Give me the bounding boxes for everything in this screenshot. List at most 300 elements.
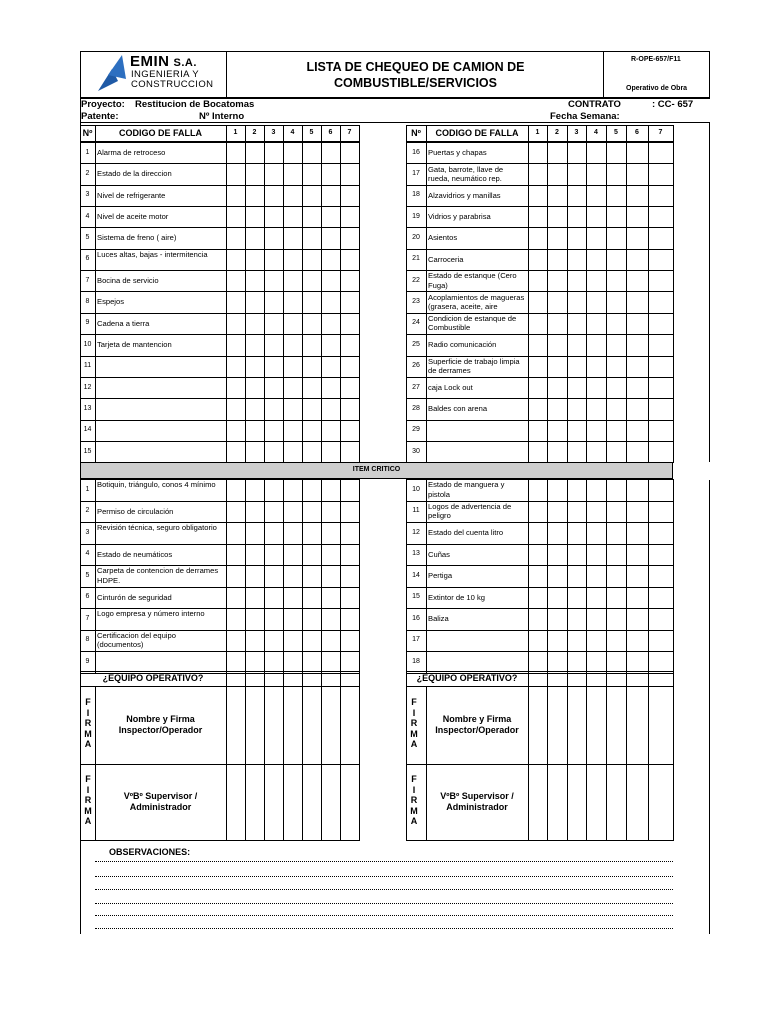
left-operative-cell[interactable]	[303, 672, 321, 686]
right-check-cell[interactable]	[548, 378, 567, 398]
critical-right-check-cell[interactable]	[649, 609, 673, 630]
critical-right-check-cell[interactable]	[568, 480, 586, 501]
critical-right-check-cell[interactable]	[587, 502, 606, 523]
left-check-cell[interactable]	[227, 207, 245, 227]
critical-right-check-cell[interactable]	[627, 631, 648, 652]
critical-left-check-cell[interactable]	[227, 523, 245, 544]
left-check-cell[interactable]	[246, 143, 264, 163]
critical-right-check-cell[interactable]	[587, 631, 606, 652]
critical-right-check-cell[interactable]	[529, 545, 547, 566]
left-check-cell[interactable]	[265, 186, 283, 206]
right-check-cell[interactable]	[587, 421, 606, 441]
left-check-cell[interactable]	[341, 164, 359, 184]
left-inspector-signature-cell[interactable]	[227, 687, 245, 764]
right-check-cell[interactable]	[649, 207, 673, 227]
right-check-cell[interactable]	[627, 335, 648, 355]
critical-left-check-cell[interactable]	[246, 609, 264, 630]
left-supervisor-signature-cell[interactable]	[284, 765, 302, 840]
right-check-cell[interactable]	[607, 228, 626, 248]
left-check-cell[interactable]	[284, 186, 302, 206]
left-check-cell[interactable]	[303, 143, 321, 163]
left-check-cell[interactable]	[303, 292, 321, 312]
critical-left-check-cell[interactable]	[322, 566, 340, 587]
critical-left-check-cell[interactable]	[341, 652, 359, 673]
critical-right-check-cell[interactable]	[548, 609, 567, 630]
left-check-cell[interactable]	[265, 335, 283, 355]
left-check-cell[interactable]	[341, 250, 359, 270]
left-check-cell[interactable]	[284, 292, 302, 312]
critical-right-check-cell[interactable]	[568, 609, 586, 630]
right-check-cell[interactable]	[548, 250, 567, 270]
critical-right-check-cell[interactable]	[548, 545, 567, 566]
left-check-cell[interactable]	[322, 378, 340, 398]
right-check-cell[interactable]	[607, 271, 626, 291]
right-check-cell[interactable]	[529, 442, 547, 462]
left-check-cell[interactable]	[322, 143, 340, 163]
right-operative-cell[interactable]	[587, 672, 606, 686]
critical-left-check-cell[interactable]	[284, 480, 302, 501]
left-check-cell[interactable]	[265, 314, 283, 334]
critical-left-check-cell[interactable]	[265, 545, 283, 566]
left-check-cell[interactable]	[322, 292, 340, 312]
critical-left-check-cell[interactable]	[284, 502, 302, 523]
critical-left-check-cell[interactable]	[341, 480, 359, 501]
right-check-cell[interactable]	[607, 442, 626, 462]
critical-left-check-cell[interactable]	[303, 609, 321, 630]
left-check-cell[interactable]	[246, 314, 264, 334]
right-check-cell[interactable]	[529, 378, 547, 398]
right-check-cell[interactable]	[649, 228, 673, 248]
right-check-cell[interactable]	[568, 207, 586, 227]
right-check-cell[interactable]	[548, 421, 567, 441]
left-operative-cell[interactable]	[265, 672, 283, 686]
right-check-cell[interactable]	[627, 186, 648, 206]
critical-left-check-cell[interactable]	[227, 588, 245, 609]
left-check-cell[interactable]	[284, 164, 302, 184]
critical-left-check-cell[interactable]	[322, 523, 340, 544]
left-inspector-signature-cell[interactable]	[246, 687, 264, 764]
critical-right-check-cell[interactable]	[548, 631, 567, 652]
right-check-cell[interactable]	[548, 164, 567, 184]
critical-left-check-cell[interactable]	[322, 480, 340, 501]
right-check-cell[interactable]	[548, 314, 567, 334]
right-check-cell[interactable]	[607, 357, 626, 377]
critical-left-check-cell[interactable]	[322, 652, 340, 673]
left-check-cell[interactable]	[265, 228, 283, 248]
right-check-cell[interactable]	[587, 357, 606, 377]
right-check-cell[interactable]	[587, 442, 606, 462]
right-check-cell[interactable]	[627, 378, 648, 398]
right-check-cell[interactable]	[627, 143, 648, 163]
left-check-cell[interactable]	[227, 292, 245, 312]
right-check-cell[interactable]	[649, 357, 673, 377]
critical-right-check-cell[interactable]	[627, 566, 648, 587]
left-supervisor-signature-cell[interactable]	[227, 765, 245, 840]
critical-left-check-cell[interactable]	[341, 523, 359, 544]
left-check-cell[interactable]	[303, 335, 321, 355]
critical-right-check-cell[interactable]	[607, 631, 626, 652]
critical-right-check-cell[interactable]	[607, 652, 626, 673]
left-check-cell[interactable]	[322, 228, 340, 248]
right-check-cell[interactable]	[607, 143, 626, 163]
right-check-cell[interactable]	[568, 186, 586, 206]
critical-left-check-cell[interactable]	[246, 480, 264, 501]
left-operative-cell[interactable]	[341, 672, 359, 686]
right-check-cell[interactable]	[607, 186, 626, 206]
left-check-cell[interactable]	[341, 399, 359, 419]
left-supervisor-signature-cell[interactable]	[303, 765, 321, 840]
left-check-cell[interactable]	[265, 378, 283, 398]
right-check-cell[interactable]	[587, 314, 606, 334]
left-check-cell[interactable]	[284, 207, 302, 227]
critical-right-check-cell[interactable]	[568, 545, 586, 566]
left-check-cell[interactable]	[322, 164, 340, 184]
right-supervisor-signature-cell[interactable]	[529, 765, 547, 840]
critical-right-check-cell[interactable]	[649, 523, 673, 544]
critical-left-check-cell[interactable]	[246, 545, 264, 566]
right-check-cell[interactable]	[649, 378, 673, 398]
right-inspector-signature-cell[interactable]	[627, 687, 648, 764]
critical-right-check-cell[interactable]	[607, 502, 626, 523]
critical-left-check-cell[interactable]	[265, 652, 283, 673]
left-check-cell[interactable]	[246, 271, 264, 291]
critical-left-check-cell[interactable]	[265, 588, 283, 609]
left-check-cell[interactable]	[227, 143, 245, 163]
right-check-cell[interactable]	[529, 143, 547, 163]
critical-right-check-cell[interactable]	[607, 480, 626, 501]
right-check-cell[interactable]	[529, 207, 547, 227]
left-check-cell[interactable]	[322, 186, 340, 206]
critical-right-check-cell[interactable]	[587, 609, 606, 630]
left-check-cell[interactable]	[322, 250, 340, 270]
left-supervisor-signature-cell[interactable]	[246, 765, 264, 840]
left-check-cell[interactable]	[265, 442, 283, 462]
right-check-cell[interactable]	[548, 271, 567, 291]
critical-left-check-cell[interactable]	[303, 545, 321, 566]
critical-right-check-cell[interactable]	[627, 480, 648, 501]
left-check-cell[interactable]	[284, 143, 302, 163]
right-check-cell[interactable]	[627, 228, 648, 248]
critical-right-check-cell[interactable]	[627, 523, 648, 544]
critical-right-check-cell[interactable]	[607, 566, 626, 587]
right-check-cell[interactable]	[607, 292, 626, 312]
left-check-cell[interactable]	[303, 164, 321, 184]
left-check-cell[interactable]	[341, 421, 359, 441]
critical-left-check-cell[interactable]	[246, 566, 264, 587]
right-check-cell[interactable]	[529, 314, 547, 334]
left-check-cell[interactable]	[341, 186, 359, 206]
right-inspector-signature-cell[interactable]	[548, 687, 567, 764]
critical-left-check-cell[interactable]	[265, 523, 283, 544]
left-check-cell[interactable]	[284, 378, 302, 398]
critical-left-check-cell[interactable]	[303, 588, 321, 609]
right-inspector-signature-cell[interactable]	[649, 687, 673, 764]
right-check-cell[interactable]	[607, 207, 626, 227]
left-check-cell[interactable]	[265, 421, 283, 441]
critical-left-check-cell[interactable]	[227, 480, 245, 501]
right-check-cell[interactable]	[568, 421, 586, 441]
right-check-cell[interactable]	[548, 228, 567, 248]
critical-left-check-cell[interactable]	[303, 502, 321, 523]
right-check-cell[interactable]	[548, 292, 567, 312]
left-check-cell[interactable]	[303, 250, 321, 270]
right-check-cell[interactable]	[649, 164, 673, 184]
right-check-cell[interactable]	[587, 186, 606, 206]
right-supervisor-signature-cell[interactable]	[568, 765, 586, 840]
right-check-cell[interactable]	[649, 314, 673, 334]
right-check-cell[interactable]	[607, 314, 626, 334]
critical-left-check-cell[interactable]	[284, 609, 302, 630]
right-check-cell[interactable]	[627, 250, 648, 270]
left-check-cell[interactable]	[284, 357, 302, 377]
critical-right-check-cell[interactable]	[529, 502, 547, 523]
left-check-cell[interactable]	[246, 228, 264, 248]
left-operative-cell[interactable]	[322, 672, 340, 686]
right-check-cell[interactable]	[548, 335, 567, 355]
left-supervisor-signature-cell[interactable]	[322, 765, 340, 840]
critical-right-check-cell[interactable]	[587, 480, 606, 501]
right-check-cell[interactable]	[587, 271, 606, 291]
left-check-cell[interactable]	[246, 164, 264, 184]
left-check-cell[interactable]	[284, 314, 302, 334]
critical-left-check-cell[interactable]	[227, 609, 245, 630]
critical-left-check-cell[interactable]	[341, 566, 359, 587]
left-check-cell[interactable]	[227, 335, 245, 355]
right-supervisor-signature-cell[interactable]	[649, 765, 673, 840]
right-check-cell[interactable]	[529, 421, 547, 441]
critical-left-check-cell[interactable]	[227, 545, 245, 566]
critical-right-check-cell[interactable]	[607, 609, 626, 630]
right-check-cell[interactable]	[568, 250, 586, 270]
left-check-cell[interactable]	[322, 314, 340, 334]
critical-right-check-cell[interactable]	[548, 502, 567, 523]
right-check-cell[interactable]	[627, 292, 648, 312]
critical-right-check-cell[interactable]	[607, 545, 626, 566]
critical-left-check-cell[interactable]	[341, 545, 359, 566]
left-check-cell[interactable]	[265, 143, 283, 163]
critical-right-check-cell[interactable]	[548, 566, 567, 587]
left-check-cell[interactable]	[265, 399, 283, 419]
left-check-cell[interactable]	[265, 250, 283, 270]
critical-right-check-cell[interactable]	[529, 609, 547, 630]
right-check-cell[interactable]	[649, 335, 673, 355]
left-check-cell[interactable]	[246, 250, 264, 270]
critical-right-check-cell[interactable]	[568, 502, 586, 523]
right-check-cell[interactable]	[607, 250, 626, 270]
right-check-cell[interactable]	[548, 442, 567, 462]
critical-left-check-cell[interactable]	[303, 652, 321, 673]
right-inspector-signature-cell[interactable]	[587, 687, 606, 764]
left-supervisor-signature-cell[interactable]	[265, 765, 283, 840]
right-check-cell[interactable]	[587, 164, 606, 184]
left-check-cell[interactable]	[341, 335, 359, 355]
left-check-cell[interactable]	[227, 442, 245, 462]
left-operative-cell[interactable]	[246, 672, 264, 686]
critical-right-check-cell[interactable]	[587, 523, 606, 544]
right-check-cell[interactable]	[568, 442, 586, 462]
left-inspector-signature-cell[interactable]	[265, 687, 283, 764]
left-check-cell[interactable]	[246, 378, 264, 398]
right-check-cell[interactable]	[587, 228, 606, 248]
left-check-cell[interactable]	[341, 228, 359, 248]
right-check-cell[interactable]	[607, 421, 626, 441]
right-operative-cell[interactable]	[607, 672, 626, 686]
left-check-cell[interactable]	[341, 271, 359, 291]
right-check-cell[interactable]	[568, 357, 586, 377]
critical-right-check-cell[interactable]	[627, 502, 648, 523]
left-check-cell[interactable]	[322, 357, 340, 377]
right-check-cell[interactable]	[587, 143, 606, 163]
right-check-cell[interactable]	[627, 399, 648, 419]
critical-left-check-cell[interactable]	[322, 545, 340, 566]
right-check-cell[interactable]	[568, 271, 586, 291]
critical-left-check-cell[interactable]	[284, 566, 302, 587]
critical-right-check-cell[interactable]	[607, 523, 626, 544]
left-check-cell[interactable]	[303, 314, 321, 334]
critical-right-check-cell[interactable]	[568, 566, 586, 587]
left-check-cell[interactable]	[341, 378, 359, 398]
left-check-cell[interactable]	[303, 357, 321, 377]
critical-right-check-cell[interactable]	[568, 631, 586, 652]
right-check-cell[interactable]	[587, 335, 606, 355]
left-check-cell[interactable]	[227, 250, 245, 270]
right-check-cell[interactable]	[568, 399, 586, 419]
critical-right-check-cell[interactable]	[587, 566, 606, 587]
critical-left-check-cell[interactable]	[322, 609, 340, 630]
left-check-cell[interactable]	[284, 250, 302, 270]
right-check-cell[interactable]	[568, 378, 586, 398]
right-check-cell[interactable]	[649, 292, 673, 312]
left-check-cell[interactable]	[322, 399, 340, 419]
right-check-cell[interactable]	[529, 271, 547, 291]
right-check-cell[interactable]	[529, 228, 547, 248]
critical-left-check-cell[interactable]	[246, 588, 264, 609]
right-check-cell[interactable]	[529, 357, 547, 377]
left-check-cell[interactable]	[246, 399, 264, 419]
critical-left-check-cell[interactable]	[227, 502, 245, 523]
left-check-cell[interactable]	[227, 399, 245, 419]
critical-left-check-cell[interactable]	[246, 502, 264, 523]
critical-right-check-cell[interactable]	[627, 545, 648, 566]
right-operative-cell[interactable]	[627, 672, 648, 686]
right-check-cell[interactable]	[529, 399, 547, 419]
critical-right-check-cell[interactable]	[529, 631, 547, 652]
critical-right-check-cell[interactable]	[649, 545, 673, 566]
left-inspector-signature-cell[interactable]	[303, 687, 321, 764]
critical-right-check-cell[interactable]	[649, 652, 673, 673]
right-supervisor-signature-cell[interactable]	[548, 765, 567, 840]
right-inspector-signature-cell[interactable]	[607, 687, 626, 764]
left-check-cell[interactable]	[246, 421, 264, 441]
critical-right-check-cell[interactable]	[568, 588, 586, 609]
critical-right-check-cell[interactable]	[568, 523, 586, 544]
left-check-cell[interactable]	[341, 207, 359, 227]
right-check-cell[interactable]	[568, 292, 586, 312]
critical-right-check-cell[interactable]	[607, 588, 626, 609]
left-operative-cell[interactable]	[284, 672, 302, 686]
left-check-cell[interactable]	[322, 207, 340, 227]
critical-left-check-cell[interactable]	[265, 502, 283, 523]
left-check-cell[interactable]	[246, 186, 264, 206]
left-check-cell[interactable]	[322, 271, 340, 291]
left-check-cell[interactable]	[227, 357, 245, 377]
right-check-cell[interactable]	[607, 164, 626, 184]
left-check-cell[interactable]	[303, 228, 321, 248]
left-inspector-signature-cell[interactable]	[322, 687, 340, 764]
critical-right-check-cell[interactable]	[548, 480, 567, 501]
right-check-cell[interactable]	[649, 186, 673, 206]
critical-left-check-cell[interactable]	[284, 545, 302, 566]
critical-left-check-cell[interactable]	[246, 652, 264, 673]
left-check-cell[interactable]	[227, 228, 245, 248]
left-check-cell[interactable]	[284, 228, 302, 248]
critical-left-check-cell[interactable]	[341, 609, 359, 630]
critical-left-check-cell[interactable]	[303, 523, 321, 544]
right-check-cell[interactable]	[649, 143, 673, 163]
critical-right-check-cell[interactable]	[649, 631, 673, 652]
left-check-cell[interactable]	[265, 207, 283, 227]
right-check-cell[interactable]	[607, 335, 626, 355]
right-supervisor-signature-cell[interactable]	[627, 765, 648, 840]
critical-right-check-cell[interactable]	[587, 652, 606, 673]
left-check-cell[interactable]	[246, 292, 264, 312]
right-inspector-signature-cell[interactable]	[529, 687, 547, 764]
critical-left-check-cell[interactable]	[341, 631, 359, 652]
left-check-cell[interactable]	[265, 271, 283, 291]
left-check-cell[interactable]	[246, 442, 264, 462]
left-check-cell[interactable]	[341, 143, 359, 163]
left-check-cell[interactable]	[341, 314, 359, 334]
critical-right-check-cell[interactable]	[649, 566, 673, 587]
right-check-cell[interactable]	[587, 207, 606, 227]
left-check-cell[interactable]	[246, 335, 264, 355]
left-check-cell[interactable]	[265, 164, 283, 184]
right-check-cell[interactable]	[529, 292, 547, 312]
critical-right-check-cell[interactable]	[627, 609, 648, 630]
left-check-cell[interactable]	[227, 164, 245, 184]
left-check-cell[interactable]	[303, 421, 321, 441]
right-check-cell[interactable]	[627, 421, 648, 441]
left-check-cell[interactable]	[246, 357, 264, 377]
critical-left-check-cell[interactable]	[265, 631, 283, 652]
right-check-cell[interactable]	[548, 143, 567, 163]
critical-left-check-cell[interactable]	[322, 502, 340, 523]
critical-right-check-cell[interactable]	[627, 588, 648, 609]
critical-right-check-cell[interactable]	[529, 588, 547, 609]
right-check-cell[interactable]	[607, 378, 626, 398]
right-check-cell[interactable]	[649, 442, 673, 462]
right-check-cell[interactable]	[529, 335, 547, 355]
right-check-cell[interactable]	[568, 143, 586, 163]
right-check-cell[interactable]	[627, 164, 648, 184]
critical-left-check-cell[interactable]	[322, 631, 340, 652]
right-check-cell[interactable]	[568, 164, 586, 184]
right-check-cell[interactable]	[529, 164, 547, 184]
critical-left-check-cell[interactable]	[284, 652, 302, 673]
critical-left-check-cell[interactable]	[303, 566, 321, 587]
left-check-cell[interactable]	[227, 421, 245, 441]
right-check-cell[interactable]	[587, 292, 606, 312]
right-supervisor-signature-cell[interactable]	[587, 765, 606, 840]
critical-left-check-cell[interactable]	[341, 502, 359, 523]
critical-left-check-cell[interactable]	[227, 631, 245, 652]
critical-left-check-cell[interactable]	[246, 631, 264, 652]
left-check-cell[interactable]	[303, 186, 321, 206]
critical-right-check-cell[interactable]	[548, 588, 567, 609]
right-check-cell[interactable]	[548, 207, 567, 227]
right-check-cell[interactable]	[649, 399, 673, 419]
left-check-cell[interactable]	[322, 442, 340, 462]
